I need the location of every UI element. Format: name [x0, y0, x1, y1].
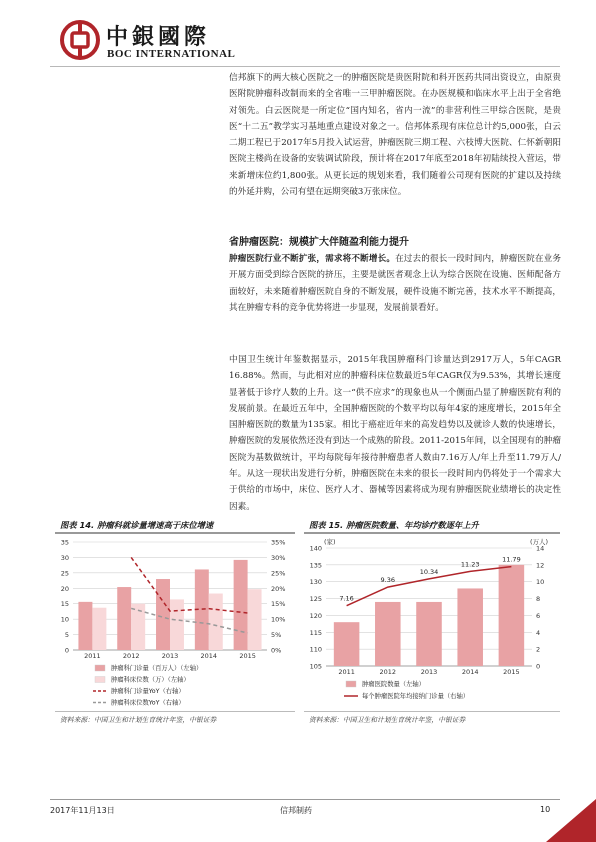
boc-logo [60, 20, 240, 62]
bar [78, 602, 92, 650]
footer-company: 信邦制药 [280, 806, 312, 815]
x-tick-label: 2013 [161, 652, 179, 660]
y-left-tick-label: 5 [64, 631, 69, 640]
y-left-tick-label: 130 [309, 578, 322, 587]
legend-label: 肿瘤科门诊量YoY（右轴） [111, 688, 185, 695]
y-right-tick-label: 0% [271, 646, 282, 655]
data-label: 7.16 [339, 594, 354, 603]
x-tick-label: 2015 [503, 668, 520, 676]
x-tick-label: 2011 [338, 668, 355, 676]
x-tick-label: 2013 [420, 668, 438, 676]
legend-swatch [346, 681, 356, 687]
bar [156, 579, 170, 650]
y-right-tick-label: 6 [536, 611, 541, 620]
intro-paragraph: 信邦旗下的两大核心医院之一的肿瘤医院是贵医附院和科开医药共同出资设立，由原贵医附院肿瘤科改制而来的全省唯一三甲肿瘤医院。在办医规模和临床水平上出于全省绝对领先。白云医院是一所定位“国内知名，省内一流”的非营利性三甲综合医院，是贵医“十二五”教学实习基地重点建设对象之一。信邦体系现有床位总计约5,000张，白云二期工程已于2017年5月投入试运营，肿瘤医院三期工程、六枝博大医院、仁怀新朝阳医院主楼尚在设备的安装调试阶段，预计将在2017年底至2018年初陆续投入营运，带来新增床位约1,800张。从更长远的规划来看，我们随着公司现有医院的扩建以及持续的外延并购，公司有望在远期突破3万张床位。 [229, 73, 561, 198]
footer-divider [50, 799, 560, 800]
legend-swatch [95, 665, 105, 671]
boc-emblem-icon [60, 20, 100, 60]
x-tick-label: 2014 [461, 668, 479, 676]
header-divider [50, 66, 560, 67]
y-right-tick-label: 10 [536, 578, 545, 587]
chart-hospitals-and-visits [304, 534, 560, 710]
industry-paragraph [229, 251, 561, 333]
chart-outpatient-vs-beds [55, 534, 295, 710]
y-right-tick-label: 2 [536, 645, 541, 654]
y-left-tick-label: 35 [60, 538, 69, 547]
legend-label: 肿瘤科床位数（万）（左轴） [111, 676, 190, 684]
y-right-tick-label: 0 [536, 662, 541, 671]
data-label: 11.79 [502, 555, 521, 564]
y-right-tick-label: 4 [536, 628, 541, 637]
bar [457, 588, 483, 666]
y-left-tick-label: 105 [309, 662, 322, 671]
figure-15-title: 图表 15. 肿瘤医院数量、年均诊疗数逐年上升 [309, 520, 479, 530]
y-left-tick-label: 115 [309, 628, 322, 637]
y-right-unit-label: (万人) [530, 538, 549, 546]
y-right-tick-label: 25% [271, 569, 286, 578]
page-number: 10 [540, 805, 551, 814]
figure-14-source: 资料来源：中国卫生和计划生育统计年鉴，中银证券 [60, 716, 217, 724]
data-label: 11.23 [460, 560, 480, 569]
industry-lead: 肿瘤医院行业不断扩张，需求将不断增长。 [229, 254, 396, 264]
section-heading: 省肿瘤医院：规模扩大伴随盈利能力提升 [229, 237, 409, 248]
x-tick-label: 2012 [379, 668, 397, 676]
figure-15-source: 资料来源：中国卫生和计划生育统计年鉴，中银证券 [309, 716, 466, 724]
y-left-tick-label: 135 [309, 561, 322, 570]
y-right-tick-label: 20% [271, 584, 286, 593]
footer-corner-accent [546, 799, 596, 842]
industry-body: 在过去的很长一段时间内，肿瘤医院在业务开展方面受到综合医院的挤压，主要是就医者观念上认为综合医院在设施、医师配备方面较好，未来随着肿瘤医院自身的不断发展，硬件设施不断完善，技术水平不断提高，其在肿瘤专科的竞争优势将进一步显现，发展前景看好。 [229, 254, 561, 313]
x-tick-label: 2014 [200, 652, 218, 660]
y-left-tick-label: 30 [60, 553, 69, 562]
y-right-tick-label: 35% [271, 538, 286, 547]
y-right-tick-label: 10% [271, 615, 286, 624]
legend-swatch [95, 677, 105, 683]
bar [334, 622, 360, 666]
y-right-tick-label: 5% [271, 631, 282, 640]
legend-label: 肿瘤科床位数YoY（右轴） [111, 699, 185, 707]
figure-15-bottom-rule [304, 711, 560, 712]
y-left-tick-label: 125 [309, 595, 322, 604]
y-left-unit-label: (家) [324, 538, 336, 546]
bar [92, 608, 106, 650]
x-tick-label: 2012 [122, 652, 140, 660]
y-left-tick-label: 20 [60, 584, 69, 593]
x-tick-label: 2015 [239, 652, 256, 660]
statistics-paragraph: 中国卫生统计年鉴数据显示，2015年我国肿瘤科门诊量达到2917万人，5年CAGR 16.88%。然而，与此相对应的肿瘤科床位数最近5年CAGR仅为9.53%，其增长速度显著低于诊疗人数的上升。这一“供不应求”的现象也从一个侧面凸显了肿瘤医院有利的发展前景。在最近五年中，全国肿瘤医院的个数平均以每年4家的速度增长，2015年全国肿瘤医院的数量为135家。相比于癌症近年来的高发趋势以及就诊人数的快速增长，肿瘤医院的发展依然还没有到达一个成熟的阶段。2011-2015年间，以全国现有的肿瘤医院为基数做统计，平均每院每年接待肿瘤患者人数由7.16万人/年上升至11.79万人/年。从这一现状出发进行分析，肿瘤医院在未来的很长一段时间内仍将处于一个需求大于供给的市场中，床位、医疗人才、器械等因素将成为现有肿瘤医院业绩增长的决定性因素。 [229, 355, 561, 512]
y-right-tick-label: 14 [536, 544, 545, 553]
y-left-tick-label: 10 [60, 615, 69, 624]
bar [117, 587, 131, 650]
y-right-tick-label: 30% [271, 553, 286, 562]
y-right-tick-label: 8 [536, 595, 541, 604]
legend-label: 每个肿瘤医院年均接纳门诊量（右轴） [362, 693, 470, 700]
y-right-tick-label: 12 [536, 561, 545, 570]
bar [209, 594, 223, 650]
y-left-tick-label: 110 [309, 645, 322, 654]
footer-date: 2017年11月13日 [50, 806, 115, 815]
bar [234, 560, 248, 650]
bar [375, 602, 401, 666]
y-left-tick-label: 120 [309, 611, 322, 620]
bar [170, 599, 184, 650]
x-tick-label: 2011 [84, 652, 101, 660]
y-left-tick-label: 25 [60, 569, 69, 578]
y-left-tick-label: 15 [60, 600, 69, 609]
data-label: 9.36 [380, 576, 396, 585]
series-line [131, 608, 247, 633]
y-right-tick-label: 15% [271, 600, 286, 609]
logo-chinese-name: 中銀國際 [106, 24, 211, 50]
figure-14-bottom-rule [55, 711, 295, 712]
logo-english-name: BOC INTERNATIONAL [107, 48, 236, 60]
legend-label: 肿瘤科门诊量（百万人）（左轴） [111, 665, 203, 672]
bar [416, 602, 442, 666]
figure-14-title: 图表 14. 肿瘤科就诊量增速高于床位增速 [60, 520, 214, 530]
y-left-tick-label: 140 [309, 544, 322, 553]
series-line [131, 557, 247, 613]
bar [499, 565, 525, 666]
bar [248, 589, 262, 650]
data-label: 10.34 [419, 567, 439, 576]
y-left-tick-label: 0 [64, 646, 69, 655]
legend-label: 肿瘤医院数量（左轴） [362, 681, 425, 688]
